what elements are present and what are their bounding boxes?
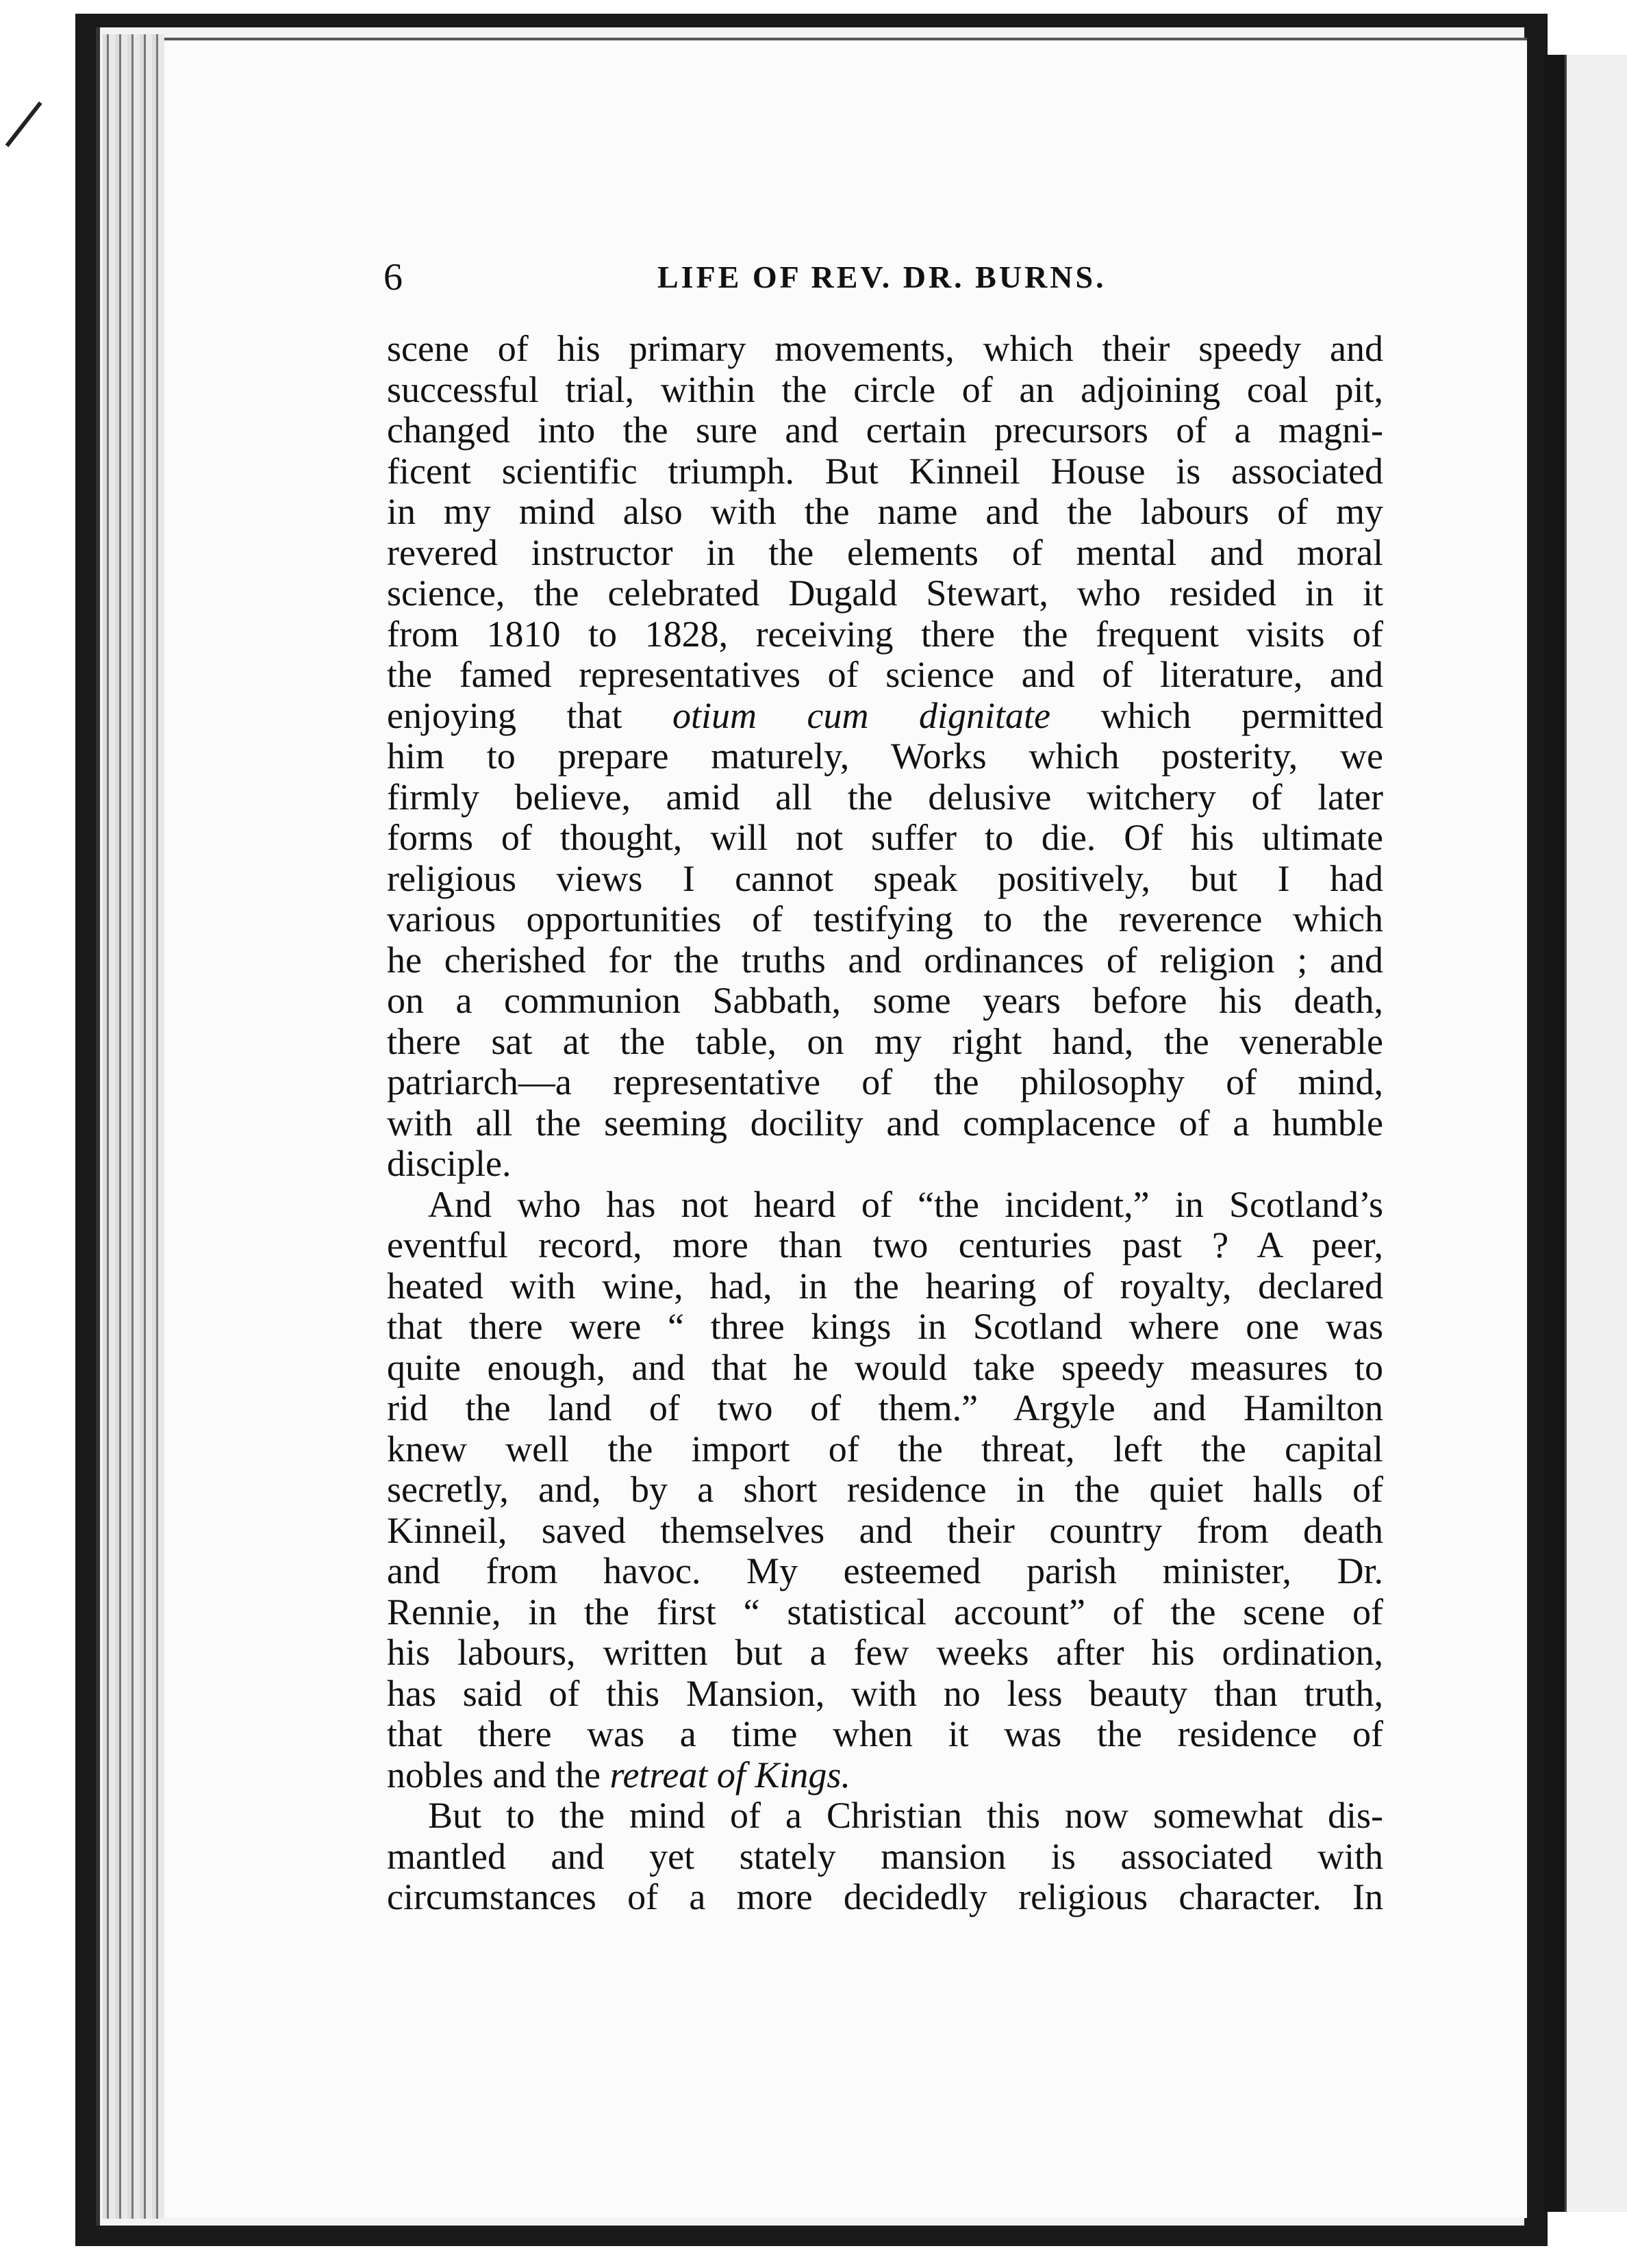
text-line xyxy=(387,1755,1383,1796)
text-span: enjoying that xyxy=(387,694,673,736)
text-span: which permitted xyxy=(1050,694,1383,736)
text-line: there sat at the table, on my right hand, the venerable xyxy=(387,1020,1383,1062)
text-line: the famed representatives of science and of literature, and xyxy=(387,654,1383,695)
text-line: various opportunities of testifying to the reverence which xyxy=(387,898,1383,940)
text-line: knew well the import of the threat, left the capital xyxy=(387,1428,1383,1470)
text-line: he cherished for the truths and ordinances of religion ; and xyxy=(387,939,1383,981)
text-line: quite enough, and that he would take speedy measures to xyxy=(387,1346,1383,1388)
gutter-strip xyxy=(1544,55,1565,2212)
italic-phrase: otium cum dignitate xyxy=(672,694,1051,736)
text-span: nobles and the xyxy=(387,1754,610,1796)
text-line: patriarch—a representative of the philosophy of mind, xyxy=(387,1061,1383,1102)
text-line: religious views I cannot speak positively, but I had xyxy=(387,857,1383,899)
running-title: LIFE OF REV. DR. BURNS. xyxy=(657,260,1107,294)
text-line: on a communion Sabbath, some years before his death, xyxy=(387,980,1383,1021)
text-line: firmly believe, amid all the delusive witchery of later xyxy=(387,776,1383,818)
text-line: changed into the sure and certain precursors of a magni- xyxy=(387,410,1383,451)
text-line: But to the mind of a Christian this now somewhat dis- xyxy=(428,1795,1383,1836)
text-line: heated with wine, had, in the hearing of royalty, declared xyxy=(387,1265,1383,1307)
text-line: with all the seeming docility and complacence of a humble xyxy=(387,1102,1383,1144)
text-line: him to prepare maturely, Works which posterity, we xyxy=(387,735,1383,777)
facing-page-edge xyxy=(1565,55,1627,2212)
text-line: scene of his primary movements, which their speedy and xyxy=(387,328,1383,369)
text-line: forms of thought, will not suffer to die. Of his ultimate xyxy=(387,817,1383,858)
text-line: and from havoc. My esteemed parish minister, Dr. xyxy=(387,1550,1383,1591)
text-line: his labours, written but a few weeks after his ordination, xyxy=(387,1632,1383,1673)
text-line: that there was a time when it was the residence of xyxy=(387,1713,1383,1754)
body-text xyxy=(387,329,1383,1972)
text-line: circumstances of a more decidedly religious character. In xyxy=(387,1876,1383,1917)
text-line: And who has not heard of “the incident,” in Scotland’s xyxy=(428,1183,1383,1225)
scan-artifact xyxy=(5,101,42,147)
text-line: revered instructor in the elements of mental and moral xyxy=(387,531,1383,573)
text-line: science, the celebrated Dugald Stewart, who resided in it xyxy=(387,572,1383,614)
text-line: mantled and yet stately mansion is associated with xyxy=(387,1835,1383,1877)
text-line: rid the land of two of them.” Argyle and Hamilton xyxy=(387,1387,1383,1428)
text-line: Rennie, in the first “ statistical account” of the scene of xyxy=(387,1591,1383,1633)
italic-phrase: retreat of Kings. xyxy=(609,1754,850,1796)
text-line xyxy=(387,696,1383,737)
text-line: eventful record, more than two centuries past ? A peer, xyxy=(387,1224,1383,1265)
page-header xyxy=(383,253,1397,301)
page-number: 6 xyxy=(383,256,403,299)
text-line: secretly, and, by a short residence in the quiet halls of xyxy=(387,1469,1383,1510)
page-stack-edges xyxy=(103,34,164,2219)
text-line: from 1810 to 1828, receiving there the frequent visits of xyxy=(387,613,1383,655)
text-line: Kinneil, saved themselves and their country from death xyxy=(387,1509,1383,1551)
text-line: that there were “ three kings in Scotland where one was xyxy=(387,1306,1383,1347)
text-line: successful trial, within the circle of an adjoining coal pit, xyxy=(387,368,1383,410)
text-line: ficent scientific triumph. But Kinneil House is associated xyxy=(387,450,1383,492)
text-line: in my mind also with the name and the labours of my xyxy=(387,491,1383,532)
text-line: disciple. xyxy=(387,1143,512,1184)
text-line: has said of this Mansion, with no less beauty than truth, xyxy=(387,1672,1383,1714)
